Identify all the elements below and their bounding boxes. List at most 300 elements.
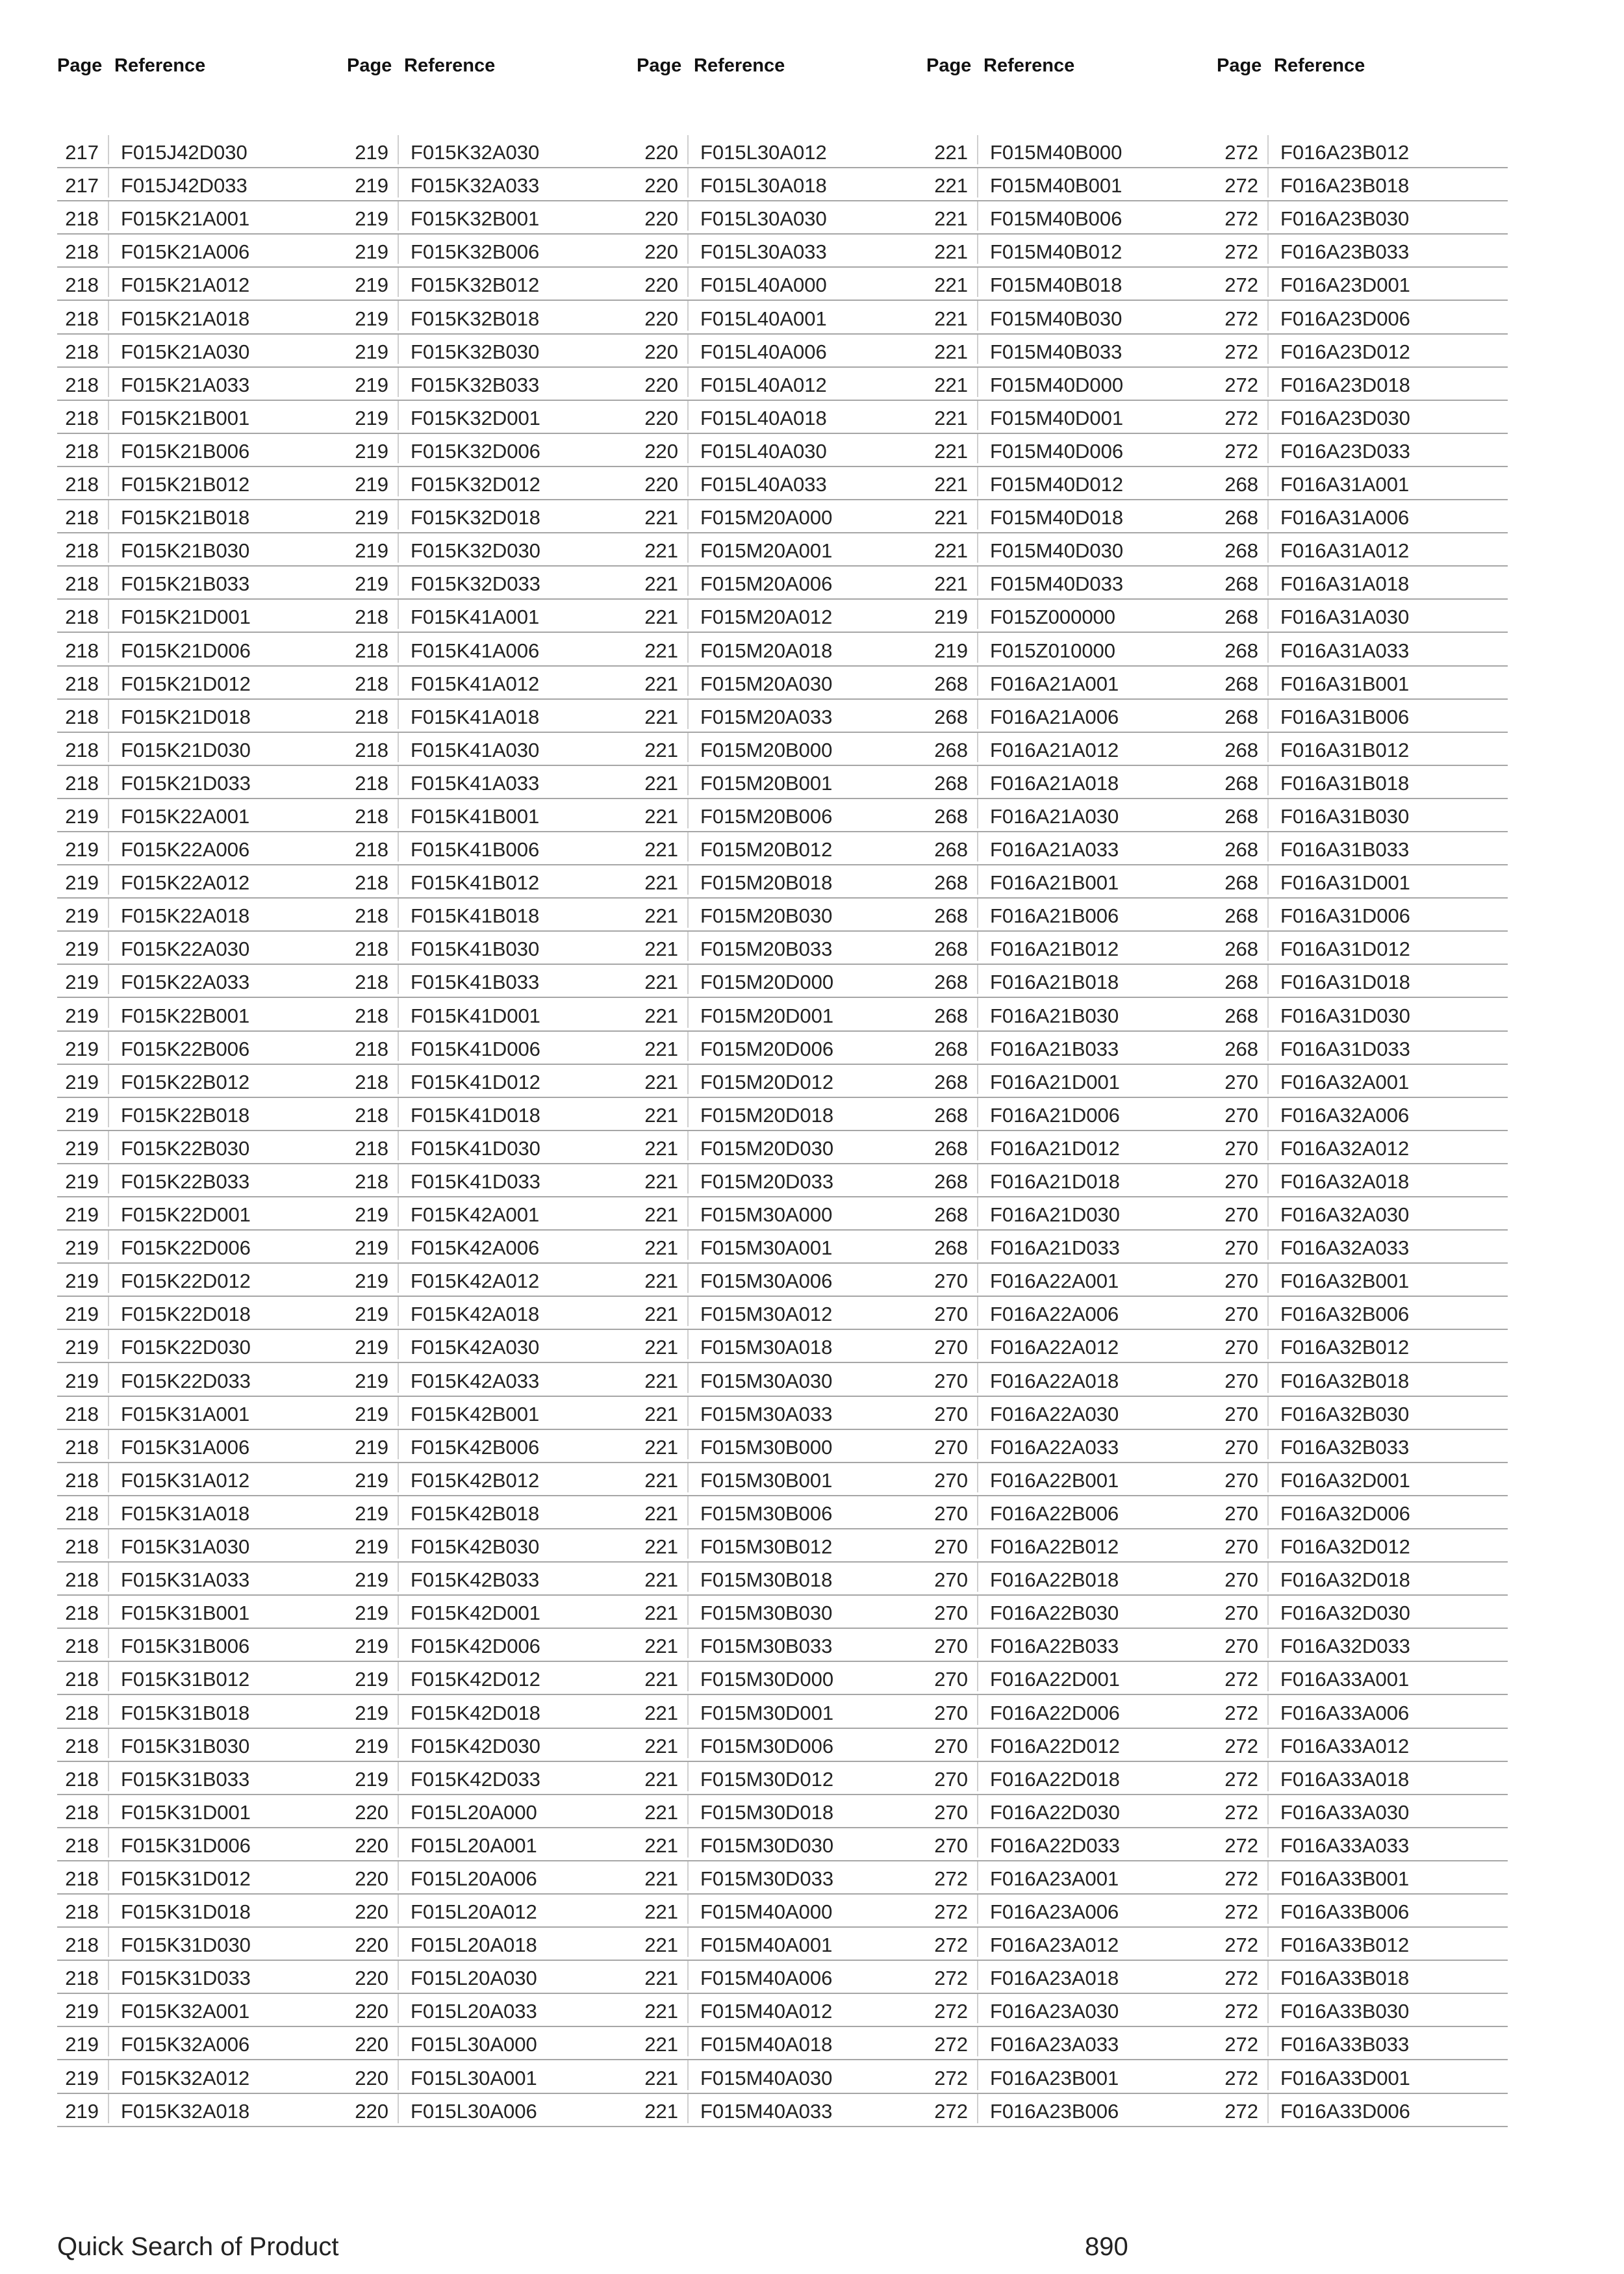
- page-number-cell: 270: [1217, 1463, 1269, 1492]
- page-number-cell: 221: [637, 1131, 689, 1160]
- reference-cell: F015K31A012: [121, 1468, 250, 1492]
- reference-cell: F015M30B018: [700, 1568, 833, 1592]
- page-number-cell: 270: [1217, 1563, 1269, 1592]
- index-row: [57, 533, 348, 567]
- page-number-cell: 221: [637, 500, 689, 530]
- reference-cell: F016A32D030: [1280, 1602, 1410, 1625]
- page-number-cell: 219: [347, 201, 399, 231]
- reference-cell: F016A32A030: [1280, 1203, 1410, 1227]
- index-row: [57, 1629, 348, 1662]
- index-row: [1217, 1695, 1508, 1728]
- index-row: [347, 1828, 638, 1861]
- index-row: [347, 733, 638, 766]
- page-number-cell: 270: [1217, 1397, 1269, 1426]
- reference-cell: F015M30D030: [700, 1833, 834, 1857]
- page-number-cell: 218: [347, 1032, 399, 1061]
- index-row: [1217, 1828, 1508, 1861]
- index-row: [57, 1463, 348, 1496]
- page-number-cell: 272: [926, 1861, 978, 1891]
- page-number-cell: 219: [347, 1596, 399, 1625]
- page-number-cell: 219: [347, 1430, 399, 1459]
- page-number-cell: 219: [926, 633, 978, 662]
- page-number-cell: 218: [57, 1662, 109, 1691]
- index-row: [926, 1695, 1217, 1728]
- reference-cell: F015L40A030: [700, 439, 827, 463]
- index-row: [926, 1032, 1217, 1065]
- index-row: [1217, 700, 1508, 733]
- page-number-cell: 221: [637, 1297, 689, 1326]
- reference-cell: F015M30B006: [700, 1501, 833, 1525]
- index-row: [57, 2027, 348, 2060]
- reference-cell: F015L20A012: [411, 1900, 537, 1924]
- index-row: [57, 368, 348, 401]
- page-number-cell: 218: [57, 1795, 109, 1824]
- page-number-cell: 221: [637, 1861, 689, 1891]
- page-number-cell: 268: [926, 1131, 978, 1160]
- reference-cell: F015M40D030: [990, 539, 1124, 563]
- reference-cell: F015M40A012: [700, 2000, 833, 2023]
- reference-cell: F015K42D030: [411, 1734, 540, 1757]
- reference-cell: F015K21A012: [121, 274, 250, 297]
- page-number-cell: 272: [926, 2094, 978, 2123]
- reference-cell: F015K41B006: [411, 838, 540, 862]
- reference-cell: F015M20A006: [700, 572, 833, 596]
- page-number-cell: 272: [1217, 2060, 1269, 2089]
- page-number-cell: 219: [347, 467, 399, 496]
- index-row: [637, 932, 928, 965]
- page-number-cell: 268: [1217, 799, 1269, 828]
- reference-cell: F015M30B000: [700, 1435, 833, 1459]
- reference-cell: F015K21D001: [121, 606, 251, 629]
- page-number-cell: 218: [347, 932, 399, 961]
- index-row: [637, 865, 928, 899]
- index-row: [347, 533, 638, 567]
- page-number-cell: 268: [926, 865, 978, 895]
- page-number-cell: 219: [57, 1131, 109, 1160]
- index-row: [637, 467, 928, 500]
- index-row: [347, 135, 638, 168]
- page-number-cell: 219: [57, 2060, 109, 2089]
- index-row: [1217, 733, 1508, 766]
- index-row: [57, 1994, 348, 2027]
- page-number-cell: 221: [637, 667, 689, 696]
- reference-cell: F015M30A006: [700, 1270, 833, 1293]
- reference-cell: F015K31B030: [121, 1734, 250, 1757]
- reference-cell: F016A31B001: [1280, 672, 1410, 695]
- index-row: [926, 1961, 1217, 1994]
- index-row: [1217, 1496, 1508, 1529]
- page-number-cell: 272: [926, 2027, 978, 2056]
- page-number-cell: 221: [637, 1795, 689, 1824]
- page-number-cell: 219: [347, 567, 399, 596]
- reference-cell: F016A32A006: [1280, 1103, 1410, 1127]
- reference-cell: F016A21B006: [990, 904, 1119, 928]
- index-row: [57, 1762, 348, 1795]
- page-number-cell: 272: [1217, 1795, 1269, 1824]
- reference-cell: F016A31D030: [1280, 1004, 1410, 1027]
- index-row: [57, 301, 348, 334]
- page-number-cell: 268: [926, 700, 978, 729]
- page-number-cell: 270: [926, 1762, 978, 1791]
- reference-cell: F015K32B012: [411, 274, 540, 297]
- page-header-label: Page: [347, 55, 392, 76]
- reference-cell: F015K21D006: [121, 639, 251, 662]
- reference-cell: F015M20A018: [700, 639, 833, 662]
- reference-cell: F016A31A012: [1280, 539, 1410, 563]
- page-number-cell: 268: [926, 1032, 978, 1061]
- reference-cell: F015M40D000: [990, 373, 1124, 396]
- index-row: [57, 1131, 348, 1164]
- page-number-cell: 272: [1217, 2027, 1269, 2056]
- index-row: [637, 667, 928, 700]
- index-row: [57, 567, 348, 600]
- index-row: [347, 2027, 638, 2060]
- reference-cell: F015J42D030: [121, 141, 247, 164]
- index-row: [57, 733, 348, 766]
- page-number-cell: 270: [926, 1563, 978, 1592]
- reference-cell: F015K22D033: [121, 1369, 251, 1392]
- index-row: [926, 335, 1217, 368]
- reference-cell: F015K21B033: [121, 572, 250, 596]
- index-row: [637, 434, 928, 467]
- page-number-cell: 268: [926, 667, 978, 696]
- index-row: [1217, 1363, 1508, 1396]
- index-row: [637, 1961, 928, 1994]
- index-row: [1217, 401, 1508, 434]
- reference-cell: F015K32B033: [411, 373, 540, 396]
- index-row: [637, 633, 928, 666]
- page-number-cell: 270: [926, 1330, 978, 1359]
- index-row: [347, 1861, 638, 1895]
- index-row: [347, 1994, 638, 2027]
- index-row: [1217, 1131, 1508, 1164]
- reference-cell: F015K21B001: [121, 406, 250, 429]
- page-number-cell: 272: [1217, 1762, 1269, 1791]
- index-row: [347, 1131, 638, 1164]
- page-number-cell: 218: [57, 1496, 109, 1526]
- page-number-cell: 268: [1217, 567, 1269, 596]
- index-row: [347, 799, 638, 832]
- reference-cell: F015M20B006: [700, 804, 833, 828]
- page-number-cell: 219: [57, 2027, 109, 2056]
- index-row: [637, 1828, 928, 1861]
- page-number-cell: 221: [926, 268, 978, 297]
- page-number-cell: 218: [347, 899, 399, 928]
- reference-cell: F016A31D018: [1280, 971, 1410, 994]
- index-row: [926, 1264, 1217, 1297]
- reference-cell: F016A31A030: [1280, 606, 1410, 629]
- index-row: [347, 1795, 638, 1828]
- reference-cell: F016A31D001: [1280, 871, 1410, 895]
- page-number-cell: 218: [57, 235, 109, 264]
- reference-cell: F016A32B012: [1280, 1336, 1410, 1359]
- page-number-cell: 221: [637, 1662, 689, 1691]
- page-number-cell: 220: [637, 301, 689, 330]
- index-row: [926, 1895, 1217, 1928]
- index-row: [1217, 633, 1508, 666]
- index-column-2: [347, 51, 638, 2123]
- index-row: [926, 201, 1217, 235]
- reference-cell: F016A21D006: [990, 1103, 1120, 1127]
- index-rows: [926, 135, 1217, 2127]
- index-row: [347, 1563, 638, 1596]
- index-row: [637, 135, 928, 168]
- reference-cell: F016A22B006: [990, 1501, 1119, 1525]
- page-number-cell: 272: [1217, 268, 1269, 297]
- reference-cell: F016A21D018: [990, 1170, 1120, 1193]
- page-number-cell: 221: [637, 1164, 689, 1194]
- index-row: [347, 1928, 638, 1961]
- page-number-cell: 268: [926, 733, 978, 762]
- reference-cell: F016A21A001: [990, 672, 1119, 695]
- index-row: [1217, 434, 1508, 467]
- index-row: [637, 335, 928, 368]
- page-number-cell: 221: [637, 1729, 689, 1758]
- index-row: [637, 1496, 928, 1529]
- reference-cell: F015K22B012: [121, 1070, 250, 1093]
- index-row: [926, 235, 1217, 268]
- page-number-cell: 218: [57, 1861, 109, 1891]
- index-row: [1217, 1430, 1508, 1463]
- page-number-cell: 268: [926, 832, 978, 862]
- reference-cell: F015M30A000: [700, 1203, 833, 1227]
- index-row: [347, 368, 638, 401]
- index-row: [347, 1197, 638, 1231]
- reference-cell: F015K31B033: [121, 1767, 250, 1791]
- index-row: [1217, 1729, 1508, 1762]
- page-number-cell: 268: [1217, 865, 1269, 895]
- index-row: [57, 1430, 348, 1463]
- reference-cell: F015M20A000: [700, 506, 833, 530]
- page-number-cell: 270: [926, 1629, 978, 1658]
- reference-cell: F015M30A012: [700, 1303, 833, 1326]
- index-row: [637, 567, 928, 600]
- page-number-cell: 272: [1217, 401, 1269, 430]
- page-number-cell: 268: [1217, 600, 1269, 629]
- reference-cell: F015M40A030: [700, 2066, 833, 2089]
- index-row: [1217, 1297, 1508, 1330]
- page-number-cell: 220: [637, 368, 689, 397]
- page-number-cell: 219: [57, 1065, 109, 1094]
- page-number-cell: 268: [1217, 467, 1269, 496]
- index-row: [57, 600, 348, 633]
- page-number-cell: 221: [926, 235, 978, 264]
- index-row: [637, 1695, 928, 1728]
- index-row: [637, 766, 928, 799]
- index-row: [1217, 998, 1508, 1031]
- reference-cell: F016A23B018: [1280, 174, 1410, 198]
- page-number-cell: 219: [347, 268, 399, 297]
- index-row: [926, 401, 1217, 434]
- reference-cell: F015M40B018: [990, 274, 1123, 297]
- page-number-cell: 218: [57, 368, 109, 397]
- reference-cell: F015L30A012: [700, 141, 827, 164]
- reference-header-label: Reference: [404, 55, 496, 76]
- index-row: [637, 2027, 928, 2060]
- index-row: [1217, 235, 1508, 268]
- page-number-cell: 221: [637, 1496, 689, 1526]
- reference-cell: F015M30B030: [700, 1602, 833, 1625]
- reference-cell: F015M30B033: [700, 1635, 833, 1658]
- reference-cell: F015K32D006: [411, 439, 540, 463]
- page-number-cell: 221: [637, 633, 689, 662]
- page-number-cell: 220: [347, 2094, 399, 2123]
- page-number-cell: 221: [637, 1197, 689, 1227]
- reference-cell: F015M20D001: [700, 1004, 834, 1027]
- reference-cell: F015K41B012: [411, 871, 540, 895]
- page-number-cell: 219: [347, 168, 399, 198]
- reference-cell: F016A33B030: [1280, 2000, 1410, 2023]
- reference-cell: F016A21B033: [990, 1037, 1119, 1060]
- reference-cell: F015L40A012: [700, 373, 827, 396]
- reference-cell: F016A33B033: [1280, 2033, 1410, 2056]
- index-row: [637, 1563, 928, 1596]
- page-number-cell: 221: [637, 1264, 689, 1293]
- page-number-cell: 270: [926, 1795, 978, 1824]
- index-row: [637, 168, 928, 201]
- index-row: [926, 467, 1217, 500]
- reference-cell: F016A31B030: [1280, 804, 1410, 828]
- reference-cell: F015M30B012: [700, 1535, 833, 1559]
- index-row: [347, 1529, 638, 1563]
- page-number-cell: 218: [57, 335, 109, 364]
- page-number-cell: 268: [1217, 500, 1269, 530]
- page-number-cell: 218: [57, 667, 109, 696]
- reference-cell: F016A23B012: [1280, 141, 1410, 164]
- page-number-cell: 218: [57, 1629, 109, 1658]
- page-number-cell: 221: [637, 1098, 689, 1127]
- reference-cell: F016A31A033: [1280, 639, 1410, 662]
- reference-cell: F015M30D000: [700, 1668, 834, 1691]
- index-row: [637, 1032, 928, 1065]
- index-row: [637, 301, 928, 334]
- index-row: [57, 1695, 348, 1728]
- reference-cell: F016A21A018: [990, 771, 1119, 795]
- page-number-cell: 268: [926, 932, 978, 961]
- index-row: [926, 500, 1217, 533]
- index-column-3: [637, 51, 928, 2123]
- index-row: [637, 1629, 928, 1662]
- index-row: [347, 1065, 638, 1098]
- index-row: [926, 1164, 1217, 1197]
- page-number-cell: 219: [347, 135, 399, 164]
- reference-cell: F015M40B012: [990, 240, 1123, 264]
- page-number-cell: 268: [1217, 965, 1269, 994]
- page-number-cell: 270: [1217, 1264, 1269, 1293]
- reference-cell: F016A31A018: [1280, 572, 1410, 596]
- index-row: [347, 1264, 638, 1297]
- reference-cell: F016A21A030: [990, 804, 1119, 828]
- page-number-cell: 220: [637, 467, 689, 496]
- index-row: [57, 235, 348, 268]
- reference-cell: F016A23A006: [990, 1900, 1119, 1924]
- reference-cell: F015M20A012: [700, 606, 833, 629]
- page-number-cell: 218: [57, 201, 109, 231]
- index-row: [926, 1828, 1217, 1861]
- page-number-cell: 221: [637, 1961, 689, 1990]
- reference-cell: F015K42A030: [411, 1336, 540, 1359]
- reference-cell: F016A23B033: [1280, 240, 1410, 264]
- page-number-cell: 270: [1217, 1363, 1269, 1392]
- page-number-cell: 270: [1217, 1197, 1269, 1227]
- reference-cell: F016A32B033: [1280, 1435, 1410, 1459]
- page-number-cell: 272: [1217, 434, 1269, 463]
- reference-cell: F015K32A033: [411, 174, 540, 198]
- index-row: [347, 1330, 638, 1363]
- index-row: [637, 1994, 928, 2027]
- index-row: [926, 1994, 1217, 2027]
- index-row: [926, 1463, 1217, 1496]
- index-row: [1217, 1961, 1508, 1994]
- page-number-cell: 270: [926, 1828, 978, 1858]
- index-row: [57, 700, 348, 733]
- index-row: [926, 1795, 1217, 1828]
- reference-cell: F016A21B018: [990, 971, 1119, 994]
- reference-cell: F015K41D033: [411, 1170, 540, 1193]
- page-number-cell: 217: [57, 135, 109, 164]
- index-row: [57, 2094, 348, 2127]
- index-row: [1217, 766, 1508, 799]
- page-number-cell: 272: [1217, 201, 1269, 231]
- index-row: [57, 932, 348, 965]
- reference-cell: F016A22B033: [990, 1635, 1119, 1658]
- page-number-cell: 218: [347, 733, 399, 762]
- reference-cell: F016A33B018: [1280, 1967, 1410, 1990]
- page-number-cell: 218: [57, 467, 109, 496]
- index-row: [637, 2060, 928, 2093]
- page-header-label: Page: [1217, 55, 1262, 76]
- index-row: [926, 1861, 1217, 1895]
- reference-cell: F015M40A001: [700, 1934, 833, 1957]
- index-row: [57, 766, 348, 799]
- reference-cell: F015K42A033: [411, 1369, 540, 1392]
- column-header: [347, 51, 638, 81]
- reference-cell: F015K41B030: [411, 938, 540, 961]
- page-number-cell: 268: [926, 965, 978, 994]
- page-number-cell: 270: [1217, 1496, 1269, 1526]
- page-number-cell: 219: [57, 899, 109, 928]
- index-row: [926, 1397, 1217, 1430]
- page-number-cell: 218: [347, 667, 399, 696]
- reference-cell: F015Z000000: [990, 606, 1116, 629]
- index-row: [347, 434, 638, 467]
- page-number-cell: 218: [57, 600, 109, 629]
- reference-cell: F015M30D033: [700, 1867, 834, 1890]
- page-number-cell: 219: [347, 1563, 399, 1592]
- footer-page-number: 890: [1085, 2232, 1128, 2261]
- page-number-cell: 270: [1217, 1297, 1269, 1326]
- page-number-cell: 221: [637, 2060, 689, 2089]
- index-row: [347, 1729, 638, 1762]
- reference-cell: F015M20D006: [700, 1037, 834, 1060]
- page-number-cell: 218: [347, 1131, 399, 1160]
- index-row: [57, 1928, 348, 1961]
- page-number-cell: 219: [57, 965, 109, 994]
- index-row: [926, 633, 1217, 666]
- reference-cell: F015K41D001: [411, 1004, 540, 1027]
- page-number-cell: 268: [926, 998, 978, 1027]
- index-row: [57, 335, 348, 368]
- index-row: [637, 1065, 928, 1098]
- reference-cell: F015M30A018: [700, 1336, 833, 1359]
- page-number-cell: 219: [57, 1197, 109, 1227]
- reference-cell: F016A22B018: [990, 1568, 1119, 1592]
- reference-cell: F015K21D033: [121, 771, 251, 795]
- page-number-cell: 220: [347, 1795, 399, 1824]
- page-number-cell: 218: [347, 865, 399, 895]
- page-number-cell: 219: [347, 235, 399, 264]
- index-row: [1217, 1397, 1508, 1430]
